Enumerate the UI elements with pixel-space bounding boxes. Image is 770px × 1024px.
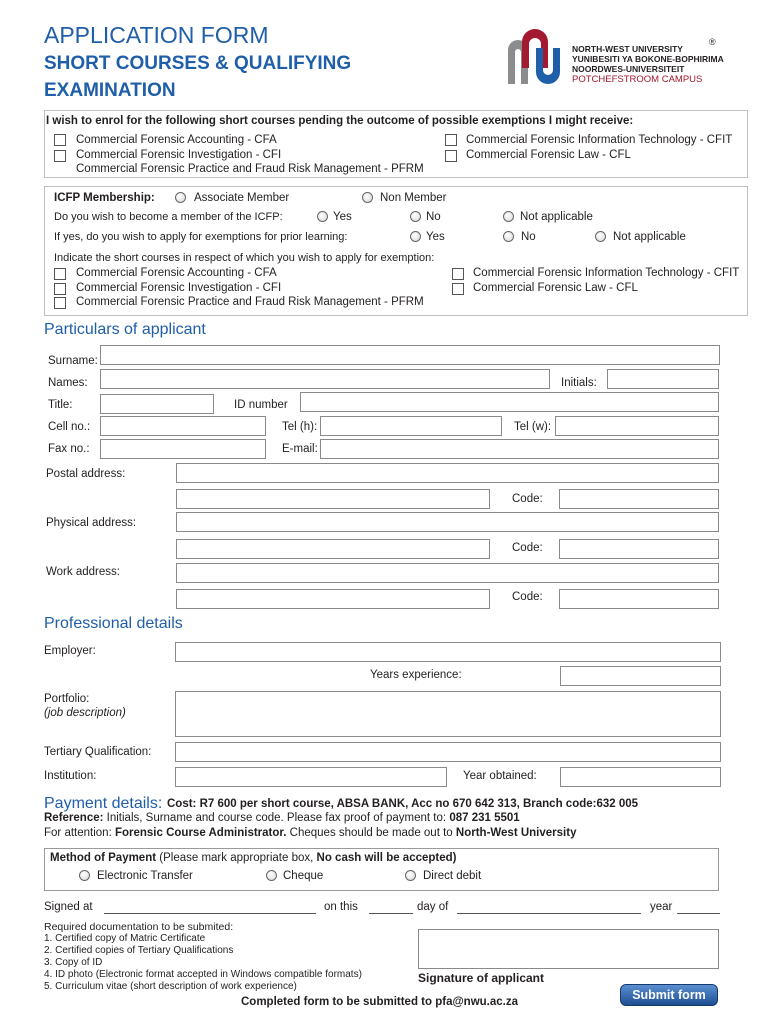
work-address-line2[interactable] — [176, 589, 490, 609]
physical-code-label: Code: — [512, 542, 543, 554]
registered-mark: ® — [709, 37, 716, 47]
fax-number: 087 231 5501 — [449, 812, 520, 824]
become-member-yes-label: Yes — [333, 211, 352, 223]
signature-box[interactable] — [418, 929, 719, 969]
enrol-label-cfi: Commercial Forensic Investigation - CFI — [76, 149, 282, 161]
icfp-associate-radio[interactable] — [175, 192, 186, 203]
employer-input[interactable] — [175, 642, 721, 662]
physical-code-input[interactable] — [559, 539, 719, 559]
exempt-checkbox-cfit[interactable] — [452, 268, 464, 280]
cheque-label: Cheque — [283, 870, 324, 882]
email-input[interactable] — [320, 439, 719, 459]
document-item: 2. Certified copies of Tertiary Qualifications — [44, 945, 234, 956]
day-of-label: day of — [417, 901, 449, 913]
enrol-label-cfit: Commercial Forensic Information Technology - CFIT — [466, 134, 733, 146]
cheques-payee: North-West University — [455, 827, 577, 839]
exempt-label-cfi: Commercial Forensic Investigation - CFI — [76, 282, 282, 294]
direct-debit-label: Direct debit — [423, 870, 482, 882]
become-member-yes-radio[interactable] — [317, 211, 328, 222]
exemption-yes-radio[interactable] — [410, 231, 421, 242]
cell-label: Cell no.: — [48, 421, 91, 433]
physical-address-line1[interactable] — [176, 512, 719, 532]
exemption-na-radio[interactable] — [595, 231, 606, 242]
enrol-checkbox-cfi[interactable] — [54, 150, 66, 162]
cell-input[interactable] — [100, 416, 266, 436]
exempt-checkbox-cfa[interactable] — [54, 268, 66, 280]
attention-label: For attention: — [44, 827, 112, 839]
institution-label: Institution: — [44, 770, 97, 782]
submit-note: Completed form to be submitted to pfa@nwu.ac.za — [241, 996, 519, 1008]
form-subtitle-line1: SHORT COURSES & QUALIFYING — [44, 53, 352, 74]
postal-address-label: Postal address: — [46, 468, 126, 480]
icfp-membership-label: ICFP Membership: — [54, 192, 155, 204]
employer-label: Employer: — [44, 645, 96, 657]
work-address-label: Work address: — [46, 566, 120, 578]
payment-reference-line — [44, 813, 520, 825]
tel-home-label: Tel (h): — [282, 421, 318, 433]
electronic-transfer-radio[interactable] — [79, 870, 90, 881]
names-input[interactable] — [100, 369, 550, 389]
documents-heading: Required documentation to be submited: — [44, 921, 234, 933]
electronic-transfer-label: Electronic Transfer — [97, 870, 193, 882]
document-item: 1. Certified copy of Matric Certificate — [44, 933, 206, 944]
on-this-label: on this — [324, 901, 358, 913]
payment-method-heading — [50, 853, 457, 865]
logo-text-line1: NORTH-WEST UNIVERSITY — [572, 44, 683, 54]
nwu-logo-mark-icon — [506, 28, 566, 86]
fax-label: Fax no.: — [48, 443, 90, 455]
professional-heading: Professional details — [44, 615, 183, 632]
signature-label: Signature of applicant — [418, 971, 545, 985]
portfolio-note: (job description) — [44, 707, 126, 719]
logo-text-line3: NOORDWES-UNIVERSITEIT — [572, 64, 685, 74]
email-label: E-mail: — [282, 443, 318, 455]
cheque-radio[interactable] — [266, 870, 277, 881]
method-note: (Please mark appropriate box, — [159, 852, 314, 864]
enrol-label-cfa: Commercial Forensic Accounting - CFA — [76, 134, 277, 146]
day-line[interactable] — [369, 913, 413, 914]
year-obtained-label: Year obtained: — [463, 770, 537, 782]
postal-address-line1[interactable] — [176, 463, 719, 483]
method-label: Method of Payment — [50, 852, 157, 864]
enrol-heading: I wish to enrol for the following short courses pending the outcome of possible exemptions I might receive: — [46, 115, 634, 127]
icfp-non-member-label: Non Member — [380, 192, 447, 204]
month-line[interactable] — [457, 913, 641, 914]
reference-text: Initials, Surname and course code. Please fax proof of payment to: — [106, 812, 447, 824]
exemption-no-radio[interactable] — [503, 231, 514, 242]
nwu-logo — [506, 28, 566, 86]
years-experience-input[interactable] — [560, 666, 721, 686]
enrol-label-cfl: Commercial Forensic Law - CFL — [466, 149, 631, 161]
surname-label: Surname: — [48, 355, 98, 367]
exempt-checkbox-pfrm[interactable] — [54, 297, 66, 309]
document-item: 4. ID photo (Electronic format accepted in Windows compatible formats) — [44, 969, 362, 980]
exemption-no-label: No — [521, 231, 536, 243]
exempt-label-pfrm: Commercial Forensic Practice and Fraud Risk Management - PFRM — [76, 296, 424, 308]
tel-work-input[interactable] — [555, 416, 719, 436]
year-label: year — [650, 901, 673, 913]
years-experience-label: Years experience: — [370, 669, 462, 681]
become-member-no-label: No — [426, 211, 441, 223]
portfolio-label: Portfolio: — [44, 693, 90, 705]
portfolio-textarea[interactable] — [175, 691, 721, 737]
reference-label: Reference: — [44, 812, 104, 824]
method-note-bold: No cash will be accepted) — [316, 852, 457, 864]
payment-heading: Payment details: — [44, 795, 163, 812]
signed-at-line[interactable] — [104, 913, 316, 914]
become-member-no-radio[interactable] — [410, 211, 421, 222]
year-obtained-input[interactable] — [560, 767, 721, 787]
physical-address-line2[interactable] — [176, 539, 490, 559]
enrol-checkbox-cfl[interactable] — [445, 150, 457, 162]
enrol-checkbox-cfa[interactable] — [54, 134, 66, 146]
fax-input[interactable] — [100, 439, 266, 459]
attention-name: Forensic Course Administrator. — [114, 827, 287, 839]
surname-input[interactable] — [100, 345, 720, 365]
exempt-checkbox-cfi[interactable] — [54, 283, 66, 295]
tel-work-label: Tel (w): — [514, 421, 552, 433]
id-number-input[interactable] — [300, 392, 719, 412]
logo-text-line2: YUNIBESITI YA BOKONE-BOPHIRIMA — [572, 54, 724, 64]
exempt-label-cfit: Commercial Forensic Information Technology - CFIT — [473, 267, 740, 279]
postal-code-input[interactable] — [559, 489, 719, 509]
postal-address-line2[interactable] — [176, 489, 490, 509]
direct-debit-radio[interactable] — [405, 870, 416, 881]
work-code-input[interactable] — [559, 589, 719, 609]
initials-label: Initials: — [561, 377, 597, 389]
title-input[interactable] — [100, 394, 214, 414]
tertiary-input[interactable] — [175, 742, 721, 762]
become-member-question: Do you wish to become a member of the ICFP: — [54, 211, 283, 223]
document-item: 5. Curriculum vitae (short description of work experience) — [44, 981, 297, 992]
icfp-non-member-radio[interactable] — [362, 192, 373, 203]
logo-campus: POTCHEFSTROOM CAMPUS — [572, 74, 703, 85]
form-title: APPLICATION FORM — [44, 22, 269, 48]
exempt-label-cfl: Commercial Forensic Law - CFL — [473, 282, 638, 294]
enrol-checkbox-cfit[interactable] — [445, 134, 457, 146]
document-item: 3. Copy of ID — [44, 957, 103, 968]
names-label: Names: — [48, 377, 88, 389]
exempt-label-cfa: Commercial Forensic Accounting - CFA — [76, 267, 277, 279]
icfp-associate-label: Associate Member — [194, 192, 290, 204]
work-address-line1[interactable] — [176, 563, 719, 583]
initials-input[interactable] — [607, 369, 719, 389]
exempt-checkbox-cfl[interactable] — [452, 283, 464, 295]
exemption-courses-heading: Indicate the short courses in respect of which you wish to apply for exemption: — [54, 252, 435, 264]
exemption-yes-label: Yes — [426, 231, 445, 243]
exemption-question: If yes, do you wish to apply for exemptions for prior learning: — [54, 231, 348, 243]
id-number-label: ID number — [234, 399, 288, 411]
title-label: Title: — [48, 399, 73, 411]
tertiary-label: Tertiary Qualification: — [44, 746, 152, 758]
year-line[interactable] — [677, 913, 720, 914]
tel-home-input[interactable] — [320, 416, 502, 436]
submit-form-button[interactable]: Submit form — [620, 984, 718, 1006]
payment-attention-line — [44, 828, 576, 840]
payment-cost: Cost: R7 600 per short course, ABSA BANK, Acc no 670 642 313, Branch code:632 005 — [167, 798, 639, 810]
form-subtitle-line2: EXAMINATION — [44, 80, 176, 101]
become-member-na-radio[interactable] — [503, 211, 514, 222]
become-member-na-label: Not applicable — [520, 211, 593, 223]
exemption-na-label: Not applicable — [613, 231, 686, 243]
work-code-label: Code: — [512, 591, 543, 603]
cheques-text: Cheques should be made out to — [289, 827, 453, 839]
particulars-heading: Particulars of applicant — [44, 321, 206, 338]
signed-at-label: Signed at — [44, 901, 93, 913]
enrol-label-pfrm: Commercial Forensic Practice and Fraud Risk Management - PFRM — [76, 163, 424, 175]
postal-code-label: Code: — [512, 493, 543, 505]
institution-input[interactable] — [175, 767, 447, 787]
physical-address-label: Physical address: — [46, 517, 137, 529]
